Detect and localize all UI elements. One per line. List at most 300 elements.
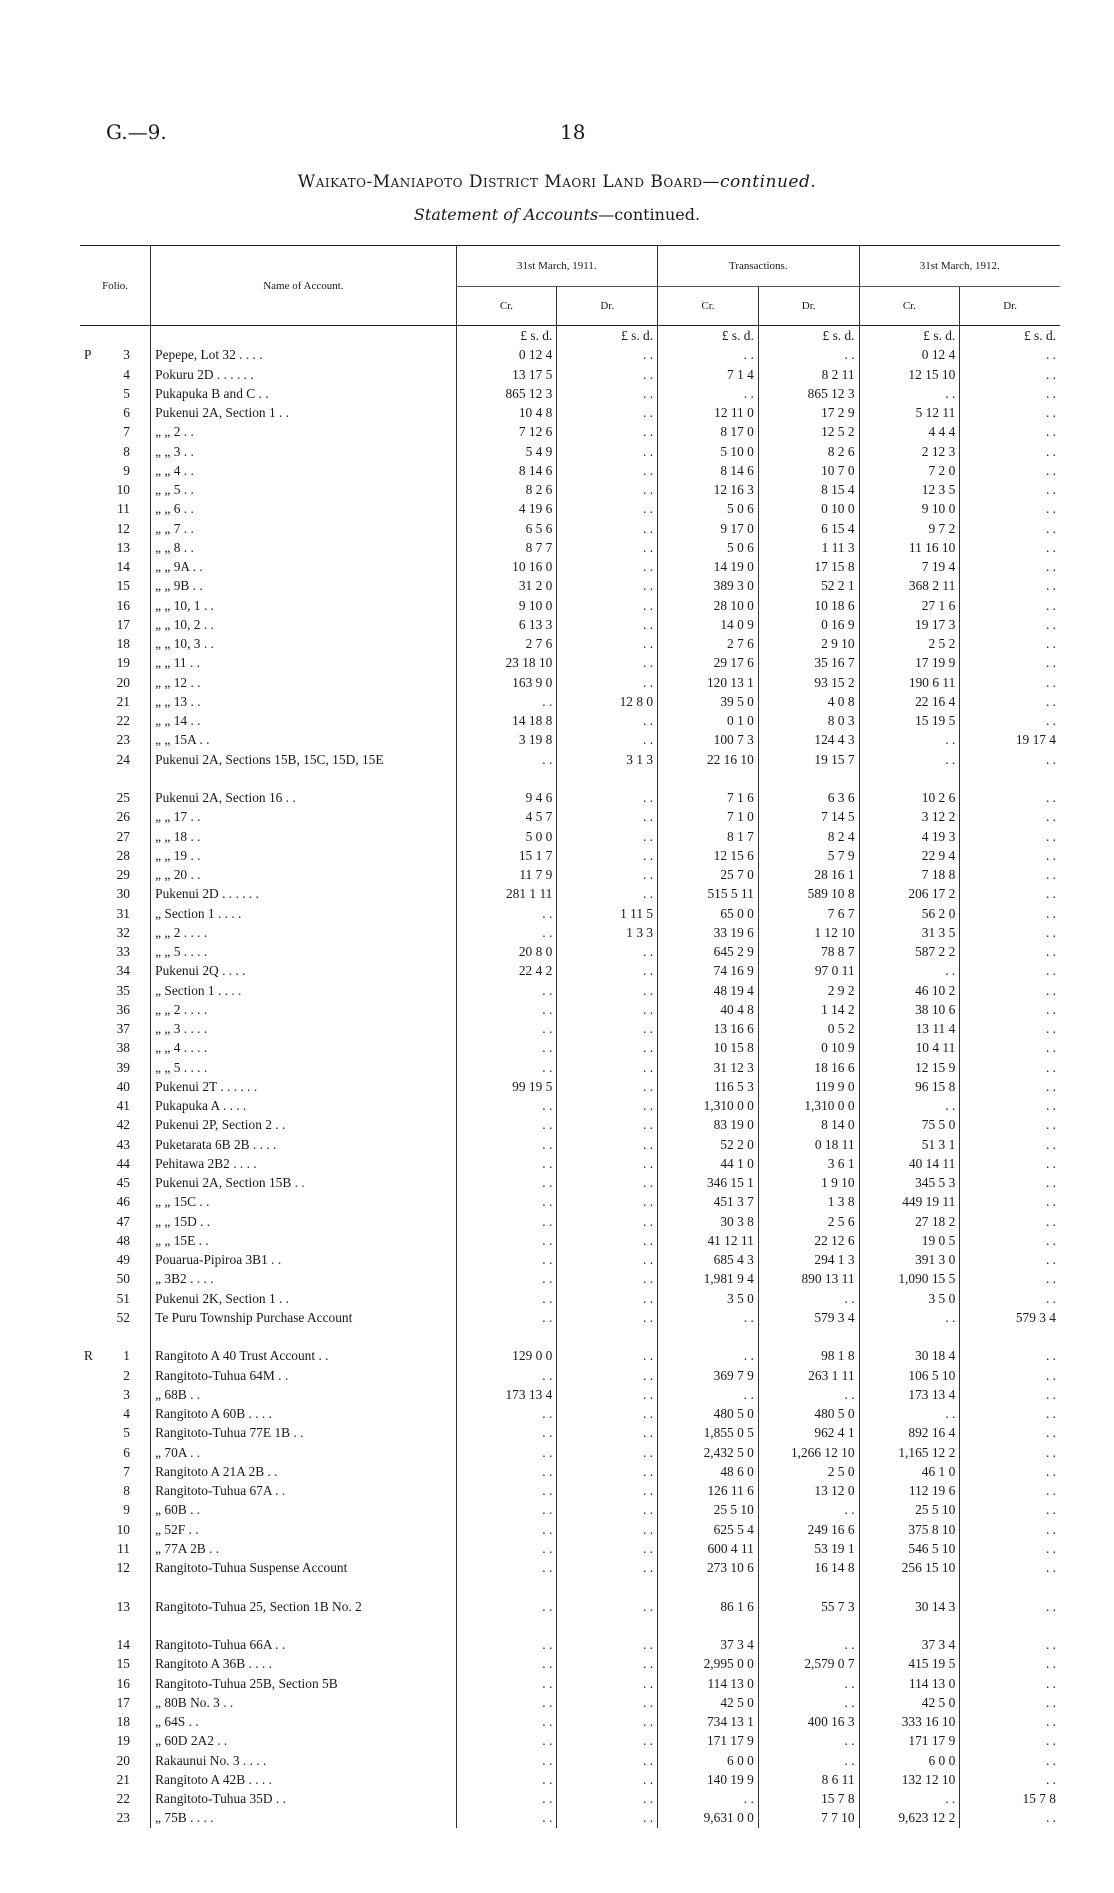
folio-cell [80, 1385, 151, 1404]
cr-1912-cell: 892 16 4 [859, 1423, 960, 1442]
cr-transactions-cell: 33 19 6 [658, 923, 759, 942]
account-name: Rangitoto A 42B . . . . [151, 1770, 456, 1789]
cr-1911-cell: 163 9 0 [456, 673, 557, 692]
table-row [80, 1192, 1060, 1211]
table-row [80, 384, 1060, 403]
cr-1911-cell: 9 4 6 [456, 788, 557, 807]
folio-cell [80, 1019, 151, 1038]
group-1911-header: 31st March, 1911. [456, 246, 657, 287]
folio-cell [80, 692, 151, 711]
cr-transactions-cell: 515 5 11 [658, 884, 759, 903]
dr-1911-cell: . . [557, 1674, 658, 1693]
dr-transactions-cell: . . [758, 1751, 859, 1770]
cr-1911-cell: 23 18 10 [456, 653, 557, 672]
cr-1912-cell: 375 8 10 [859, 1520, 960, 1539]
account-name: „ „ 17 . . [151, 807, 456, 826]
folio-number: 52 [116, 1309, 130, 1325]
account-name: „ 68B . . [151, 1385, 456, 1404]
dr-transactions-cell: 8 15 4 [758, 480, 859, 499]
cr-1912-cell: 25 5 10 [859, 1500, 960, 1519]
account-name: „ „ 15D . . [151, 1212, 456, 1231]
cr-transactions-cell: 1,310 0 0 [658, 1096, 759, 1115]
folio-cell [80, 1423, 151, 1442]
table-row [80, 1462, 1060, 1481]
account-name: „ Section 1 . . . . [151, 904, 456, 923]
dr-1912-cell: . . [960, 750, 1060, 789]
table-row [80, 1500, 1060, 1519]
dr-1912-cell: . . [960, 961, 1060, 980]
cr-1912-cell: . . [859, 1404, 960, 1423]
folio-number: 16 [116, 1675, 130, 1691]
cr-transactions-cell: 48 19 4 [658, 981, 759, 1000]
cr-1912-cell: 1,165 12 2 [859, 1443, 960, 1462]
folio-number: 5 [123, 1425, 130, 1441]
cr-1911-cell: . . [456, 1231, 557, 1250]
dr-header: Dr. [557, 287, 658, 326]
dr-1912-cell: . . [960, 1808, 1060, 1827]
cr-1911-cell: 173 13 4 [456, 1385, 557, 1404]
cr-1912-cell: 1,090 15 5 [859, 1269, 960, 1288]
cr-1912-cell: 22 9 4 [859, 846, 960, 865]
folio-number: 23 [116, 732, 130, 748]
cr-1911-cell: . . [456, 1289, 557, 1308]
cr-transactions-cell: 8 14 6 [658, 461, 759, 480]
cr-1911-cell: . . [456, 1770, 557, 1789]
table-row [80, 1751, 1060, 1770]
cr-1912-cell: 46 10 2 [859, 981, 960, 1000]
dr-1911-cell: . . [557, 480, 658, 499]
account-name: „ 60D 2A2 . . [151, 1731, 456, 1750]
dr-transactions-cell: 8 2 6 [758, 442, 859, 461]
dr-1912-cell: . . [960, 673, 1060, 692]
folio-cell [80, 730, 151, 749]
cr-transactions-cell: 2 7 6 [658, 634, 759, 653]
dr-transactions-cell: 15 7 8 [758, 1789, 859, 1808]
dr-1911-cell: . . [557, 1423, 658, 1442]
cr-1911-cell: . . [456, 1058, 557, 1077]
dr-1912-cell: . . [960, 519, 1060, 538]
cr-transactions-cell: 42 5 0 [658, 1693, 759, 1712]
cr-1911-cell: 281 1 11 [456, 884, 557, 903]
cr-transactions-cell: . . [658, 345, 759, 364]
dr-transactions-cell: 93 15 2 [758, 673, 859, 692]
folio-number: 50 [116, 1271, 130, 1287]
folio-number: 18 [116, 1714, 130, 1729]
folio-number: 17 [116, 1694, 130, 1710]
cr-1911-cell: . . [456, 1019, 557, 1038]
folio-number: 27 [116, 828, 130, 844]
dr-transactions-cell: 12 5 2 [758, 422, 859, 441]
cr-1911-cell: 6 5 6 [456, 519, 557, 538]
dr-1911-cell: . . [557, 596, 658, 615]
unit-label: £ s. d. [658, 326, 759, 346]
table-row [80, 1635, 1060, 1654]
table-row [80, 1385, 1060, 1404]
dr-1911-cell: . . [557, 1289, 658, 1308]
dr-1911-cell: . . [557, 403, 658, 422]
folio-number: 47 [116, 1213, 130, 1229]
cr-1912-cell: 31 3 5 [859, 923, 960, 942]
dr-1911-cell: . . [557, 1635, 658, 1654]
dr-1911-cell: . . [557, 1077, 658, 1096]
cr-transactions-cell: 5 10 0 [658, 442, 759, 461]
cr-1911-cell: . . [456, 1212, 557, 1231]
cr-transactions-cell: 83 19 0 [658, 1115, 759, 1134]
account-name: Pukapuka A . . . . [151, 1096, 456, 1115]
table-row [80, 1231, 1060, 1250]
cr-1912-cell: 96 15 8 [859, 1077, 960, 1096]
cr-transactions-cell: 14 19 0 [658, 557, 759, 576]
dr-1911-cell: 12 8 0 [557, 692, 658, 711]
folio-number: 12 [116, 520, 130, 536]
cr-1912-cell: 3 12 2 [859, 807, 960, 826]
cr-1911-cell: . . [456, 904, 557, 923]
dr-1912-cell: . . [960, 596, 1060, 615]
folio-number: 9 [123, 1502, 130, 1518]
folio-number: 11 [117, 501, 130, 517]
dr-1912-cell: . . [960, 1346, 1060, 1365]
cr-1912-cell: 7 18 8 [859, 865, 960, 884]
cr-1911-cell: . . [456, 1250, 557, 1269]
folio-cell [80, 961, 151, 980]
dr-transactions-cell: 1 12 10 [758, 923, 859, 942]
cr-1912-cell: 37 3 4 [859, 1635, 960, 1654]
folio-number: 8 [123, 1483, 130, 1498]
folio-cell [80, 1250, 151, 1269]
cr-1912-cell: 12 3 5 [859, 480, 960, 499]
dr-1911-cell: . . [557, 1154, 658, 1173]
account-name: Rangitoto-Tuhua Suspense Account [151, 1558, 456, 1597]
folio-cell [80, 1443, 151, 1462]
table-row [80, 884, 1060, 903]
dr-transactions-cell: 579 3 4 [758, 1308, 859, 1347]
dr-transactions-cell: 35 16 7 [758, 653, 859, 672]
dr-1912-cell: . . [960, 1385, 1060, 1404]
account-name: „ „ 11 . . [151, 653, 456, 672]
cr-1912-cell: 40 14 11 [859, 1154, 960, 1173]
dr-1912-cell: . . [960, 403, 1060, 422]
folio-number: 21 [116, 693, 130, 709]
account-name: Pukenui 2P, Section 2 . . [151, 1115, 456, 1134]
cr-1912-cell: 13 11 4 [859, 1019, 960, 1038]
dr-transactions-cell: 0 18 11 [758, 1135, 859, 1154]
dr-1912-cell: . . [960, 1038, 1060, 1057]
table-row [80, 1173, 1060, 1192]
table-row [80, 1096, 1060, 1115]
cr-1911-cell: . . [456, 692, 557, 711]
dr-1912-cell: . . [960, 923, 1060, 942]
cr-1912-cell: 114 13 0 [859, 1674, 960, 1693]
folio-number: 49 [116, 1252, 130, 1267]
cr-transactions-cell: 37 3 4 [658, 1635, 759, 1654]
folio-cell [80, 923, 151, 942]
folio-number: 2 [123, 1367, 130, 1383]
cr-transactions-cell: 5 0 6 [658, 538, 759, 557]
dr-transactions-cell: 890 13 11 [758, 1269, 859, 1288]
folio-cell [80, 576, 151, 595]
cr-1911-cell: . . [456, 1135, 557, 1154]
cr-1911-cell: . . [456, 1789, 557, 1808]
table-row [80, 1731, 1060, 1750]
dr-1911-cell: . . [557, 884, 658, 903]
cr-transactions-cell: 625 5 4 [658, 1520, 759, 1539]
dr-transactions-cell: 7 14 5 [758, 807, 859, 826]
cr-transactions-cell: 120 13 1 [658, 673, 759, 692]
table-row [80, 1423, 1060, 1442]
folio-cell [80, 365, 151, 384]
cr-1912-cell: 7 2 0 [859, 461, 960, 480]
cr-1912-cell: 449 19 11 [859, 1192, 960, 1211]
table-row [80, 711, 1060, 730]
dr-1912-cell: . . [960, 942, 1060, 961]
cr-transactions-cell: 7 1 6 [658, 788, 759, 807]
cr-transactions-cell: 10 15 8 [658, 1038, 759, 1057]
table-row [80, 1693, 1060, 1712]
cr-transactions-cell: 22 16 10 [658, 750, 759, 789]
folio-number: 3 [123, 347, 130, 363]
dr-1912-cell: . . [960, 1751, 1060, 1770]
cr-1911-cell: . . [456, 1404, 557, 1423]
folio-cell [80, 519, 151, 538]
dr-transactions-cell: 16 14 8 [758, 1558, 859, 1597]
cr-1912-cell: 112 19 6 [859, 1481, 960, 1500]
cr-1912-cell: 4 4 4 [859, 422, 960, 441]
folio-number: 6 [123, 405, 130, 420]
dr-transactions-cell: 3 6 1 [758, 1154, 859, 1173]
folio-cell [80, 904, 151, 923]
folio-cell [80, 673, 151, 692]
cr-1912-cell: 56 2 0 [859, 904, 960, 923]
account-name: „ 52F . . [151, 1520, 456, 1539]
dr-1912-cell: . . [960, 1539, 1060, 1558]
dr-transactions-cell: 5 7 9 [758, 846, 859, 865]
folio-number: 44 [116, 1155, 130, 1171]
dr-1912-cell: . . [960, 1500, 1060, 1519]
cr-1911-cell: 5 4 9 [456, 442, 557, 461]
cr-transactions-cell: 140 19 9 [658, 1770, 759, 1789]
cr-transactions-cell: 6 0 0 [658, 1751, 759, 1770]
dr-1912-cell: . . [960, 1635, 1060, 1654]
dr-1911-cell: . . [557, 865, 658, 884]
folio-number: 7 [123, 424, 130, 440]
table-row [80, 846, 1060, 865]
cr-1911-cell: 2 7 6 [456, 634, 557, 653]
cr-1912-cell: . . [859, 961, 960, 980]
table-row [80, 1038, 1060, 1057]
table-row [80, 365, 1060, 384]
cr-1912-cell: 3 5 0 [859, 1289, 960, 1308]
account-name: Rangitoto-Tuhua 25B, Section 5B [151, 1674, 456, 1693]
dr-1911-cell: . . [557, 1462, 658, 1481]
dr-1911-cell: . . [557, 1250, 658, 1269]
table-row [80, 750, 1060, 789]
dr-1911-cell: . . [557, 653, 658, 672]
table-row [80, 904, 1060, 923]
cr-1912-cell: 10 2 6 [859, 788, 960, 807]
cr-1911-cell: . . [456, 1192, 557, 1211]
cr-1912-cell: 15 19 5 [859, 711, 960, 730]
dr-1911-cell: . . [557, 1751, 658, 1770]
cr-transactions-cell: 14 0 9 [658, 615, 759, 634]
account-name: „ „ 10, 3 . . [151, 634, 456, 653]
dr-1912-cell: . . [960, 788, 1060, 807]
cr-1912-cell: 12 15 9 [859, 1058, 960, 1077]
cr-1912-cell: 30 14 3 [859, 1597, 960, 1636]
folio-cell [80, 865, 151, 884]
table-row [80, 730, 1060, 749]
dr-1911-cell: . . [557, 461, 658, 480]
account-name: Rangitoto-Tuhua 67A . . [151, 1481, 456, 1500]
folio-number: 22 [116, 713, 130, 728]
folio-number: 19 [116, 655, 130, 671]
dr-1912-cell: . . [960, 480, 1060, 499]
dr-1911-cell: . . [557, 1731, 658, 1750]
unit-label: £ s. d. [456, 326, 557, 346]
dr-1912-cell: . . [960, 1000, 1060, 1019]
dr-1912-cell: . . [960, 1058, 1060, 1077]
title-main: Waikato-Maniapoto District Maori Land Board [297, 172, 703, 192]
cr-1911-cell: . . [456, 1520, 557, 1539]
dr-1912-cell: . . [960, 1712, 1060, 1731]
cr-1911-cell: . . [456, 1597, 557, 1636]
folio-number: 5 [123, 385, 130, 401]
table-row [80, 480, 1060, 499]
dr-transactions-cell: 8 14 0 [758, 1115, 859, 1134]
cr-1912-cell: 333 16 10 [859, 1712, 960, 1731]
dr-1911-cell: . . [557, 981, 658, 1000]
cr-transactions-cell: 0 1 0 [658, 711, 759, 730]
cr-1912-cell: . . [859, 384, 960, 403]
folio-cell [80, 1115, 151, 1134]
dr-1911-cell: . . [557, 1038, 658, 1057]
dr-1911-cell: . . [557, 1019, 658, 1038]
cr-transactions-cell: 114 13 0 [658, 1674, 759, 1693]
cr-1911-cell: . . [456, 1000, 557, 1019]
folio-number: 14 [116, 559, 130, 574]
account-name: „ „ 12 . . [151, 673, 456, 692]
folio-cell [80, 750, 151, 789]
folio-number: 35 [116, 982, 130, 998]
folio-number: 8 [123, 443, 130, 459]
dr-transactions-cell: . . [758, 1385, 859, 1404]
folio-letter: P [84, 347, 92, 363]
cr-1911-cell: 9 10 0 [456, 596, 557, 615]
dr-1912-cell: . . [960, 846, 1060, 865]
cr-1911-cell: 20 8 0 [456, 942, 557, 961]
dr-1912-cell: . . [960, 1269, 1060, 1288]
folio-cell [80, 1058, 151, 1077]
folio-cell [80, 827, 151, 846]
dr-1911-cell: . . [557, 442, 658, 461]
table-row [80, 1539, 1060, 1558]
folio-number: 38 [116, 1040, 130, 1056]
account-name: „ „ 18 . . [151, 827, 456, 846]
dr-transactions-cell: 263 1 11 [758, 1366, 859, 1385]
account-name: „ „ 2 . . . . [151, 1000, 456, 1019]
folio-cell [80, 1096, 151, 1115]
dr-1911-cell: . . [557, 1500, 658, 1519]
cr-1912-cell: 30 18 4 [859, 1346, 960, 1365]
folio-cell [80, 1346, 151, 1365]
dr-1911-cell: . . [557, 1404, 658, 1423]
table-row [80, 538, 1060, 557]
folio-cell [80, 1231, 151, 1250]
cr-1911-cell: 10 4 8 [456, 403, 557, 422]
cr-transactions-cell: 52 2 0 [658, 1135, 759, 1154]
folio-cell [80, 1500, 151, 1519]
folio-cell [80, 1597, 151, 1636]
folio-cell [80, 884, 151, 903]
table-row [80, 576, 1060, 595]
dr-1912-cell: . . [960, 1135, 1060, 1154]
folio-cell [80, 653, 151, 672]
account-name: Pepepe, Lot 32 . . . . [151, 345, 456, 364]
dr-1911-cell: . . [557, 1192, 658, 1211]
folio-number: 4 [123, 366, 130, 382]
dr-1912-cell: . . [960, 865, 1060, 884]
cr-1912-cell: 19 17 3 [859, 615, 960, 634]
table-row [80, 519, 1060, 538]
folio-number: 46 [116, 1194, 130, 1210]
dr-transactions-cell: 124 4 3 [758, 730, 859, 749]
folio-cell [80, 345, 151, 364]
cr-transactions-cell: 8 17 0 [658, 422, 759, 441]
dr-1912-cell: . . [960, 442, 1060, 461]
dr-transactions-cell: . . [758, 1500, 859, 1519]
cr-1911-cell: . . [456, 1674, 557, 1693]
cr-transactions-cell: 645 2 9 [658, 942, 759, 961]
dr-transactions-cell: . . [758, 1731, 859, 1750]
dr-transactions-cell: 98 1 8 [758, 1346, 859, 1365]
cr-1912-cell: 10 4 11 [859, 1038, 960, 1057]
dr-transactions-cell: 4 0 8 [758, 692, 859, 711]
dr-1912-cell: . . [960, 615, 1060, 634]
account-name: „ 64S . . [151, 1712, 456, 1731]
table-row [80, 1770, 1060, 1789]
account-name: Pokuru 2D . . . . . . [151, 365, 456, 384]
dr-1911-cell: . . [557, 538, 658, 557]
folio-cell [80, 1077, 151, 1096]
dr-1911-cell: . . [557, 576, 658, 595]
dr-1911-cell: 3 1 3 [557, 750, 658, 789]
dr-1911-cell: . . [557, 345, 658, 364]
cr-1912-cell: . . [859, 1096, 960, 1115]
cr-1912-cell: 5 12 11 [859, 403, 960, 422]
table-row [80, 1789, 1060, 1808]
dr-transactions-cell: 6 3 6 [758, 788, 859, 807]
folio-cell [80, 1366, 151, 1385]
account-name: „ „ 2 . . [151, 422, 456, 441]
dr-1912-cell: . . [960, 1019, 1060, 1038]
table-row [80, 1674, 1060, 1693]
cr-transactions-cell: 171 17 9 [658, 1731, 759, 1750]
name-header: Name of Account. [151, 246, 456, 326]
cr-1911-cell: . . [456, 1712, 557, 1731]
dr-transactions-cell: 19 15 7 [758, 750, 859, 789]
cr-transactions-cell: 451 3 7 [658, 1192, 759, 1211]
dr-1911-cell: . . [557, 942, 658, 961]
account-name: Pukenui 2A, Section 1 . . [151, 403, 456, 422]
dr-transactions-cell: 2 9 10 [758, 634, 859, 653]
folio-header: Folio. [80, 246, 151, 326]
account-name: „ „ 13 . . [151, 692, 456, 711]
unit-label: £ s. d. [758, 326, 859, 346]
account-name: „ „ 4 . . [151, 461, 456, 480]
cr-1912-cell: 9 10 0 [859, 499, 960, 518]
folio-number: 16 [116, 597, 130, 613]
table-row [80, 499, 1060, 518]
dr-transactions-cell: 865 12 3 [758, 384, 859, 403]
